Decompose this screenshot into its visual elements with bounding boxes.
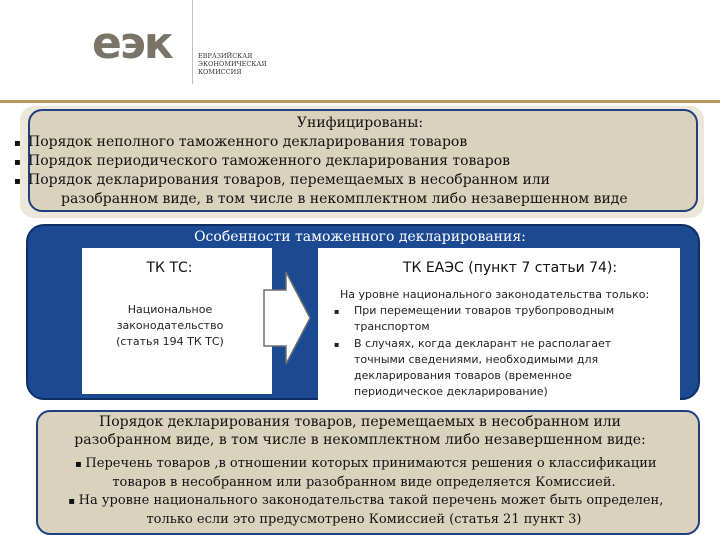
bottom-title-line: разобранном виде, в том числе в некомплектном либо незавершенном виде: [74, 432, 646, 448]
bottom-list-item [44, 492, 684, 529]
bottom-item-line: только если это предусмотрено Комиссией (статья 21 пункт 3) [146, 512, 582, 527]
square-bullet-icon: ▪ [14, 176, 21, 187]
eaes-list-item [334, 303, 624, 335]
square-bullet-icon: ▪ [68, 496, 76, 507]
bottom-item-line: товаров в несобранном или разобранном виде определяется Комиссией. [112, 475, 616, 490]
eec-logo: еэк [92, 18, 172, 69]
top-list-item [14, 134, 467, 150]
top-panel-title: Унифицированы: [296, 115, 424, 131]
top-item-text: Порядок декларирования товаров, перемещаемых в несобранном или [28, 172, 551, 188]
bottom-item-text: Перечень товаров ,в отношении которых принимаются решения о классификации [85, 456, 657, 471]
right-arrow-icon [262, 268, 312, 368]
square-bullet-icon: ▪ [334, 307, 340, 316]
eaes-item-text: При перемещении товаров трубопроводным транспортом [354, 304, 615, 333]
bottom-item-text: На уровне национального законодательства такой перечень может быть определен, [78, 493, 664, 508]
square-bullet-icon: ▪ [14, 138, 21, 149]
top-item-text: Порядок неполного таможенного декларирования товаров [28, 134, 468, 150]
org-name-line-3: КОМИССИЯ [198, 68, 242, 76]
bottom-item-line [44, 492, 684, 511]
org-name-line-1: ЕВРАЗИЙСКАЯ [198, 52, 253, 60]
org-name-line-2: ЭКОНОМИЧЕСКАЯ [198, 60, 267, 68]
bottom-item-line [44, 455, 684, 474]
top-item-continuation: разобранном виде, в том числе в некомплектном либо незавершенном виде [61, 191, 628, 207]
top-list-item [14, 153, 510, 169]
top-item-text: Порядок периодического таможенного декларирования товаров [28, 153, 511, 169]
logo-divider [192, 0, 193, 84]
org-name [198, 52, 267, 76]
bottom-title-line: Порядок декларирования товаров, перемещаемых в несобранном или [98, 414, 621, 430]
bottom-list-item [44, 455, 684, 492]
header-rule [0, 100, 720, 103]
square-bullet-icon: ▪ [14, 157, 21, 168]
national-law-line: (статья 194 ТК ТС) [116, 335, 224, 348]
bottom-panel-title [0, 413, 720, 449]
national-law-line: Национальное [127, 303, 213, 316]
eaes-item-text: В случаях, когда декларант не располагает точными сведениями, необходимыми для декларирования товаров (временное периодическое декларирование) [354, 337, 612, 398]
top-list-item [14, 172, 550, 188]
national-law-line: законодательство [116, 319, 224, 332]
eaes-list-item [334, 336, 612, 400]
tk-eaes-heading: ТК ЕАЭС (пункт 7 статьи 74): [402, 260, 618, 276]
square-bullet-icon: ▪ [75, 459, 82, 470]
national-law-text [100, 302, 240, 350]
tk-ts-heading: ТК ТС: [146, 260, 193, 276]
mid-panel-title: Особенности таможенного декларирования: [194, 229, 526, 245]
national-level-intro: На уровне национального законодательства только: [340, 288, 650, 301]
square-bullet-icon: ▪ [334, 340, 340, 349]
